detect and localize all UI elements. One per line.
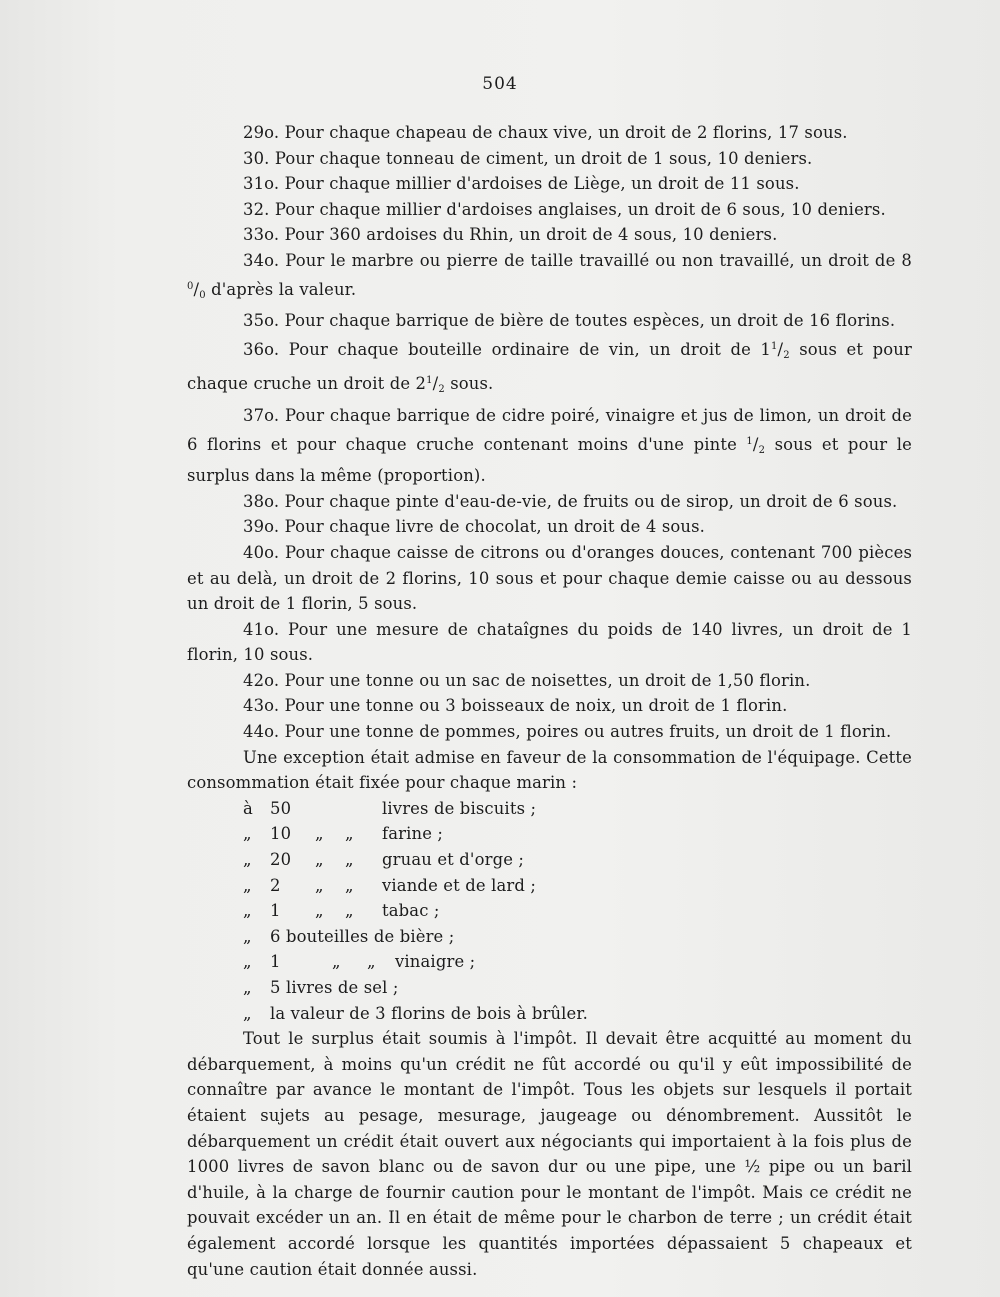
closing-paragraph: Tout le surplus était soumis à l'impôt. Il devait être acquitté au moment du débarquement, à moins qu'un crédit ne fût accordé ou qu'il y eût impossibilité de connaître par avance le montant de l'impôt. Tous les objets sur lesquels il portait étaient sujets au pesage, mesurage, jaugeage ou dénombrement. Aussitôt le débarquement un crédit était ouvert aux négociants qui importaient à la fois plus de 1000 livres de savon blanc ou de savon dur ou une pipe, une ½ pipe ou un baril d'huile, à la charge de fournir caution pour le montant de l'impôt. Mais ce crédit ne pouvait excéder un an. Il en était de même pour le charbon de terre ; un crédit était également accordé lorsque les quantités importées dépassaient 5 chapeaux et qu'une caution était donnée aussi. <box>187 1029 912 1279</box>
text-run: 2 <box>783 349 790 361</box>
text-run: 39o. Pour chaque livre de chocolat, un droit de 4 sous. <box>243 517 706 537</box>
tariff-items <box>187 120 912 796</box>
paragraph-p41 <box>187 617 912 668</box>
text-run: 1 <box>426 375 433 387</box>
ration-q: à <box>243 798 253 818</box>
ration-d1: „ <box>315 901 324 921</box>
text-run: 43o. Pour une tonne ou 3 boisseaux de noix, un droit de 1 florin. <box>243 696 788 716</box>
text-run: 37o. Pour chaque barrique de cidre poiré, vinaigre et jus de limon, un droit de 6 florins et pour chaque cruche contenant moins d'une pinte <box>187 405 912 454</box>
ration-item <box>187 821 912 847</box>
paragraph-p39 <box>187 514 912 540</box>
text-run: 41o. Pour une mesure de chataîgnes du poids de 140 livres, un droit de 1 florin, 10 sous. <box>187 619 912 665</box>
paragraph-p34 <box>187 248 912 308</box>
ration-d2b: „ <box>367 952 376 972</box>
ration-n: 50 <box>270 798 292 818</box>
text-run: 36o. Pour chaque bouteille ordinaire de vin, un droit de 1 <box>243 339 772 359</box>
ration-q: „ <box>243 978 252 997</box>
ration-d2: „ <box>345 850 354 870</box>
ration-n: 2 <box>270 875 281 895</box>
ration-n: 6 bouteilles de bière ; <box>270 926 455 946</box>
text-run: sous et pour le surplus dans la même (proportion). <box>187 434 912 486</box>
ration-q: „ <box>243 952 252 972</box>
ration-n: 1 <box>270 901 281 921</box>
ration-n: 20 <box>270 850 292 870</box>
paragraph-p32 <box>187 197 912 223</box>
ration-w: gruau et d'orge ; <box>382 850 525 870</box>
text-run: 38o. Pour chaque pinte d'eau-de-vie, de fruits ou de sirop, un droit de 6 sous. <box>243 491 898 511</box>
paragraph-p35 <box>187 308 912 334</box>
text-run: d'après la valeur. <box>205 279 357 299</box>
ration-item <box>187 949 912 975</box>
text-run: 44o. Pour une tonne de pommes, poires ou autres fruits, un droit de 1 florin. <box>243 722 892 742</box>
ration-q: „ <box>243 1003 252 1023</box>
text-run: / <box>777 339 784 359</box>
ration-q: „ <box>243 926 252 946</box>
ration-w: viande et de lard ; <box>382 875 537 895</box>
ration-q: „ <box>243 850 252 870</box>
ration-item <box>187 924 912 950</box>
page-body <box>187 120 912 1282</box>
paragraph-p31 <box>187 171 912 197</box>
text-run: / <box>432 374 439 394</box>
text-run: sous et pour chaque cruche un droit de 2 <box>187 339 912 394</box>
ration-wb: vinaigre ; <box>395 952 476 972</box>
text-run: 0 <box>199 289 206 301</box>
text-run: / <box>193 279 200 299</box>
ration-d1: „ <box>315 824 324 844</box>
ration-w: farine ; <box>382 824 444 844</box>
text-run: 30. Pour chaque tonneau de ciment, un droit de 1 sous, 10 deniers. <box>243 148 813 168</box>
ration-d1: „ <box>315 850 324 870</box>
paragraph-p40 <box>187 540 912 617</box>
ration-d1b: „ <box>332 952 341 972</box>
ration-item <box>187 898 912 924</box>
ration-q: „ <box>243 824 252 844</box>
ration-item <box>187 1001 912 1027</box>
ration-item <box>187 796 912 822</box>
ration-d2: „ <box>345 875 354 895</box>
ration-list <box>187 796 912 1026</box>
text-run: 32. Pour chaque millier d'ardoises anglaises, un droit de 6 sous, 10 deniers. <box>243 199 886 219</box>
text-run: 34o. Pour le marbre ou pierre de taille travaillé ou non travaillé, un droit de 8 <box>243 250 912 270</box>
ration-d2: „ <box>345 824 354 844</box>
text-run: 31o. Pour chaque millier d'ardoises de Liège, un droit de 11 sous. <box>243 174 800 194</box>
paragraph-p33 <box>187 222 912 248</box>
ration-item <box>187 873 912 899</box>
text-run: 1 <box>771 340 778 352</box>
text-run: sous. <box>444 374 494 394</box>
ration-d1: „ <box>315 875 324 895</box>
text-run: 33o. Pour 360 ardoises du Rhin, un droit de 4 sous, 10 deniers. <box>243 225 778 245</box>
paragraph-p37 <box>187 403 912 489</box>
page-number: 504 <box>482 74 518 94</box>
text-run: 2 <box>438 384 445 396</box>
ration-q: „ <box>243 901 252 921</box>
text-run: 1 <box>746 435 753 447</box>
paragraph-p36 <box>187 334 912 403</box>
ration-q: „ <box>243 875 252 895</box>
paragraph-p42 <box>187 668 912 694</box>
ration-w: tabac ; <box>382 901 440 921</box>
ration-n: 1 <box>270 952 281 972</box>
ration-item <box>187 975 912 1001</box>
text-run: 29o. Pour chaque chapeau de chaux vive, un droit de 2 florins, 17 sous. <box>243 123 848 142</box>
paragraph-p30 <box>187 146 912 172</box>
paragraph-exception <box>187 745 912 796</box>
ration-w: livres de biscuits ; <box>382 798 537 818</box>
ration-item <box>187 847 912 873</box>
ration-n: 5 livres de sel ; <box>270 978 399 997</box>
ration-n: la valeur de 3 florins de bois à brûler. <box>270 1003 588 1023</box>
paragraph-p43 <box>187 693 912 719</box>
text-run: 2 <box>758 444 766 456</box>
text-run: / <box>752 434 759 454</box>
text-run: 0 <box>187 280 194 292</box>
ration-n: 10 <box>270 824 292 844</box>
ration-d2: „ <box>345 901 354 921</box>
text-run: 40o. Pour chaque caisse de citrons ou d'oranges douces, contenant 700 pièces et au delà, un droit de 2 florins, 10 sous et pour chaque demie caisse ou au dessous un droit de 1 florin, 5 sous. <box>187 542 912 614</box>
paragraph-p38 <box>187 489 912 515</box>
text-run: 42o. Pour une tonne ou un sac de noisettes, un droit de 1,50 florin. <box>243 670 811 690</box>
text-run: 35o. Pour chaque barrique de bière de toutes espèces, un droit de 16 florins. <box>243 311 896 331</box>
paragraph-p29 <box>187 120 912 146</box>
text-run: Une exception était admise en faveur de la consommation de l'équipage. Cette consommation était fixée pour chaque marin : <box>187 747 912 793</box>
paragraph-p44 <box>187 719 912 745</box>
